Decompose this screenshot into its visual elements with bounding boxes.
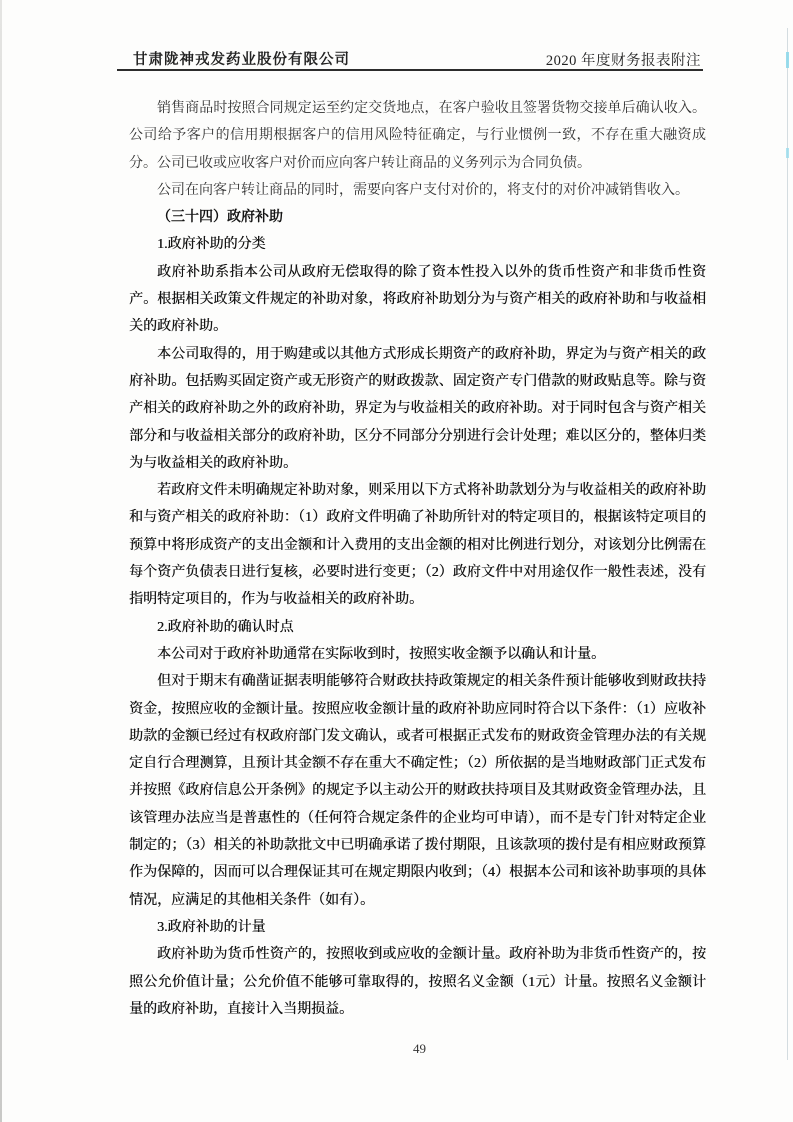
subheading-grant-measurement: 3.政府补助的计量 (157, 919, 266, 935)
paragraph-asset-related-grants: 本公司取得的，用于购建或以其他方式形成长期资产的政府补助，界定为与资产相关的政府补助。包括购买固定资产或无形资产的财政拨款、固定资产专门借款的财政贴息等。除与资产相关的政府补助之外的政府补助，界定为与收益相关的政府补助。对于同时包含与资产相关部分和与收益相关部分的政府补助，区分不同部分分别进行会计处理；难以区分的，整体归类为与收益相关的政府补助。 (129, 346, 706, 471)
page-number: 49 (413, 1041, 426, 1056)
subheading-grant-classification: 1.政府补助的分类 (157, 237, 266, 253)
scan-artifact-cyan-tick (786, 148, 789, 158)
paragraph-grant-definition: 政府补助系指本公司从政府无偿取得的除了资本性投入以外的货币性资产和非货币性资产。根据相关政策文件规定的补助对象，将政府补助划分为与资产相关的政府补助和与收益相关的政府补助。 (129, 264, 706, 335)
paragraph-consideration-payable: 公司在向客户转让商品的同时，需要向客户支付对价的，将支付的对价冲减销售收入。 (157, 182, 689, 198)
subheading-grant-recognition-timing: 2.政府补助的确认时点 (157, 619, 294, 635)
scan-edge-left (0, 0, 2, 1122)
paragraph-measurement-rules: 政府补助为货币性资产的，按照收到或应收的金额计量。政府补助为非货币性资产的，按照公允价值计量；公允价值不能够可靠取得的，按照名义金额（1元）计量。按照名义金额计量的政府补助，直接计入当期损益。 (129, 947, 706, 1017)
section-heading-government-grants: （三十四）政府补助 (157, 210, 283, 226)
header-rule (117, 69, 703, 71)
header-company-name: 甘肃陇神戎发药业股份有限公司 (133, 52, 350, 68)
scan-artifact-cyan-tick (786, 52, 789, 68)
scan-edge-right (787, 28, 788, 1060)
document-body (129, 95, 706, 1023)
paragraph-revenue-recognition: 销售商品时按照合同规定运至约定交货地点，在客户验收且签署货物交接单后确认收入。公司给予客户的信用期根据客户的信用风险特征确定，与行业惯例一致，不存在重大融资成分。公司已收或应收客户对价而应向客户转让商品的义务列示为合同负债。 (129, 101, 706, 171)
header-doc-title: 2020 年度财务报表附注 (545, 53, 701, 69)
paragraph-recognition-on-receipt: 本公司对于政府补助通常在实际收到时，按照实收金额予以确认和计量。 (157, 646, 605, 662)
paragraph-receivable-amount-conditions: 但对于期末有确凿证据表明能够符合财政扶持政策规定的相关条件预计能够收到财政扶持资金，按照应收的金额计量。按照应收金额计量的政府补助应同时符合以下条件：（1）应收补助款的金额已经过有权政府部门发文确认，或者可根据正式发布的财政资金管理办法的有关规定自行合理测算，且预计其金额不存在重大不确定性；（2）所依据的是当地财政部门正式发布并按照《政府信息公开条例》的规定予以主动公开的财政扶持项目及其财政资金管理办法，且该管理办法应当是普惠性的（任何符合规定条件的企业均可申请），而不是专门针对特定企业制定的；（3）相关的补助款批文中已明确承诺了拨付期限，且该款项的拨付是有相应财政预算作为保障的，因而可以合理保证其可在规定期限内收到；（4）根据本公司和该补助事项的具体情况，应满足的其他相关条件（如有）。 (129, 674, 706, 908)
paragraph-grant-division-rules: 若政府文件未明确规定补助对象，则采用以下方式将补助款划分为与收益相关的政府补助和与资产相关的政府补助：（1）政府文件明确了补助所针对的特定项目的，根据该特定项目的预算中将形成资产的支出金额和计入费用的支出金额的相对比例进行划分，对该划分比例需在每个资产负债表日进行复核，必要时进行变更；（2）政府文件中对用途仅作一般性表述，没有指明特定项目的，作为与收益相关的政府补助。 (129, 483, 706, 608)
